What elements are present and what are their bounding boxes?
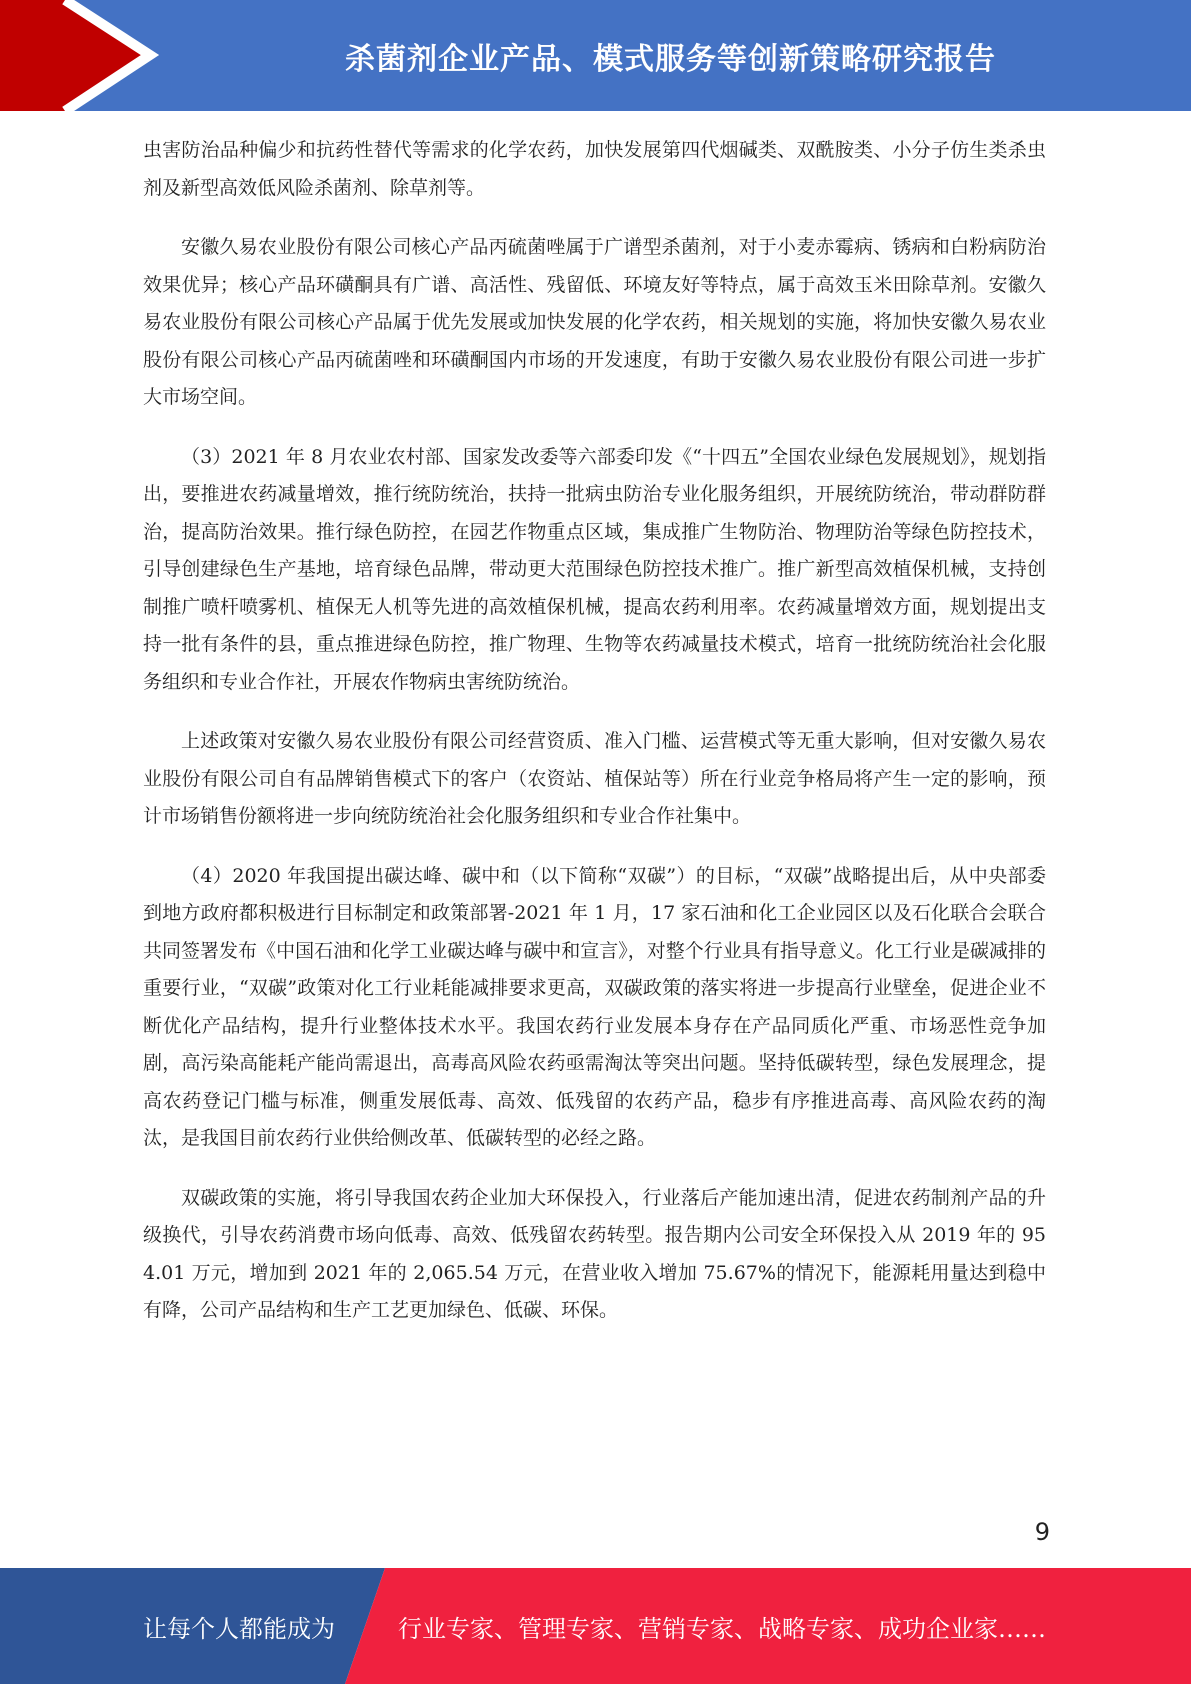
paragraph-1: 虫害防治品种偏少和抗药性替代等需求的化学农药，加快发展第四代烟碱类、双酰胺类、小分子仿生类杀虫剂及新型高效低风险杀菌剂、除草剂等。: [143, 139, 1046, 199]
page-number: 9: [1034, 1518, 1050, 1546]
paragraph-4: 上述政策对安徽久易农业股份有限公司经营资质、准入门槛、运营模式等无重大影响，但对安徽久易农业股份有限公司自有品牌销售模式下的客户（农资站、植保站等）所在行业竞争格局将产生一定的影响，预计市场销售份额将进一步向统防统治社会化服务组织和专业合作社集中。: [143, 730, 1046, 827]
footer-slogan-left: 让每个人都能成为: [143, 1614, 335, 1643]
paragraph-5: （4）2020 年我国提出碳达峰、碳中和（以下简称“双碳”）的目标，“双碳”战略提出后，从中央部委到地方政府都积极进行目标制定和政策部署-2021 年 1 月，17 家石油和化工企业园区以及石化联合会联合共同签署发布《中国石油和化学工业碳达峰与碳中和宣言》，对整个行业具有指导意义。化工行业是碳减排的重要行业，“双碳”政策对化工行业耗能减排要求更高，双碳政策的落实将进一步提高行业壁垒，促进企业不断优化产品结构，提升行业整体技术水平。我国农药行业发展本身存在产品同质化严重、市场恶性竞争加剧，高污染高能耗产能尚需退出，高毒高风险农药亟需淘汰等突出问题。坚持低碳转型，绿色发展理念，提高农药登记门槛与标准，侧重发展低毒、高效、低残留的农药产品，稳步有序推进高毒、高风险农药的淘汰，是我国目前农药行业供给侧改革、低碳转型的必经之路。: [143, 864, 1046, 1149]
paragraph-2: 安徽久易农业股份有限公司核心产品丙硫菌唑属于广谱型杀菌剂，对于小麦赤霉病、锈病和白粉病防治效果优异；核心产品环磺酮具有广谱、高活性、残留低、环境友好等特点，属于高效玉米田除草剂。安徽久易农业股份有限公司核心产品属于优先发展或加快发展的化学农药，相关规划的实施，将加快安徽久易农业股份有限公司核心产品丙硫菌唑和环磺酮国内市场的开发速度，有助于安徽久易农业股份有限公司进一步扩大市场空间。: [143, 236, 1046, 408]
paragraph-3: （3）2021 年 8 月农业农村部、国家发改委等六部委印发《“十四五”全国农业绿色发展规划》，规划指出，要推进农药减量增效，推行统防统治，扶持一批病虫防治专业化服务组织，开展统防统治，带动群防群治，提高防治效果。推行绿色防控，在园艺作物重点区域，集成推广生物防治、物理防治等绿色防控技术，引导创建绿色生产基地，培育绿色品牌，带动更大范围绿色防控技术推广。推广新型高效植保机械，支持创制推广喷杆喷雾机、植保无人机等先进的高效植保机械，提高农药利用率。农药减量增效方面，规划提出支持一批有条件的县，重点推进绿色防控，推广物理、生物等农药减量技术模式，培育一批统防统治社会化服务组织和专业合作社，开展农作物病虫害统防统治。: [143, 445, 1046, 693]
document-body: [143, 132, 1046, 1352]
report-title: 杀菌剂企业产品、模式服务等创新策略研究报告: [345, 41, 996, 77]
page-footer: [0, 1568, 1191, 1684]
page-header: [0, 0, 1191, 111]
footer-slogan-right: 行业专家、管理专家、营销专家、战略专家、成功企业家……: [398, 1614, 1046, 1643]
paragraph-6: 双碳政策的实施，将引导我国农药企业加大环保投入，行业落后产能加速出清，促进农药制剂产品的升级换代，引导农药消费市场向低毒、高效、低残留农药转型。报告期内公司安全环保投入从 2019 年的 954.01 万元，增加到 2021 年的 2,065.54 万元，在营业收入增加 75.67%的情况下，能源耗用量达到稳中有降，公司产品结构和生产工艺更加绿色、低碳、环保。: [143, 1186, 1046, 1321]
